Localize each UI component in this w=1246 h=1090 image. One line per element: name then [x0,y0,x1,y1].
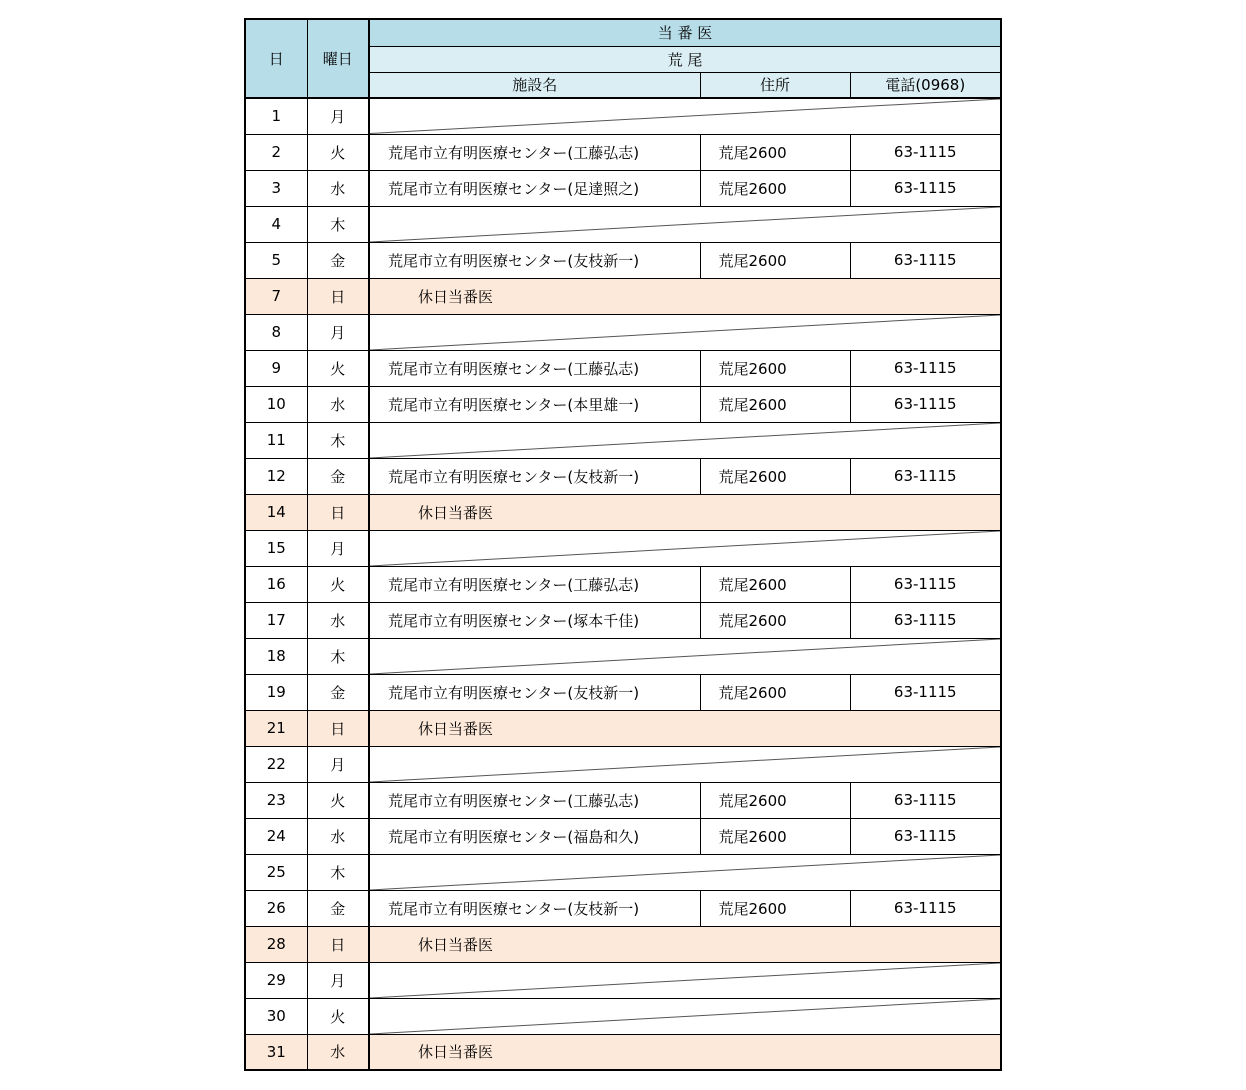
holiday-row [245,278,1001,314]
weekday-cell: 月 [307,530,369,566]
day-cell: 31 [245,1034,307,1070]
facility-cell: 荒尾市立有明医療センター(工藤弘志) [369,566,700,602]
day-cell: 9 [245,350,307,386]
phone-cell: 63-1115 [850,386,1001,422]
diagonal-line [370,531,1000,566]
address-cell: 荒尾2600 [700,134,850,170]
header-phone: 電話(0968) [850,72,1001,98]
day-cell: 21 [245,710,307,746]
header-area: 荒 尾 [369,46,1001,72]
address-cell: 荒尾2600 [700,566,850,602]
empty-slot-cell [369,98,1001,134]
day-cell: 4 [245,206,307,242]
table-row [245,602,1001,638]
facility-cell: 荒尾市立有明医療センター(工藤弘志) [369,782,700,818]
phone-cell: 63-1115 [850,134,1001,170]
empty-row [245,638,1001,674]
table-row [245,818,1001,854]
holiday-label: 休日当番医 [418,935,494,954]
empty-row [245,998,1001,1034]
facility-cell: 荒尾市立有明医療センター(福島和久) [369,818,700,854]
weekday-cell: 火 [307,350,369,386]
day-cell: 29 [245,962,307,998]
phone-cell: 63-1115 [850,818,1001,854]
weekday-cell: 日 [307,494,369,530]
diagonal-line [370,747,1000,782]
table-row [245,458,1001,494]
diagonal-line [370,639,1000,674]
weekday-cell: 日 [307,710,369,746]
empty-slot-cell [369,746,1001,782]
header-facility: 施設名 [369,72,700,98]
day-cell: 15 [245,530,307,566]
weekday-cell: 火 [307,998,369,1034]
table-row [245,890,1001,926]
holiday-row [245,494,1001,530]
phone-cell: 63-1115 [850,458,1001,494]
diagonal-line [370,855,1000,890]
weekday-cell: 木 [307,638,369,674]
empty-row [245,206,1001,242]
address-cell: 荒尾2600 [700,242,850,278]
day-cell: 25 [245,854,307,890]
empty-slot-cell [369,314,1001,350]
day-cell: 3 [245,170,307,206]
empty-row [245,746,1001,782]
weekday-cell: 水 [307,818,369,854]
day-cell: 23 [245,782,307,818]
phone-cell: 63-1115 [850,782,1001,818]
day-cell: 24 [245,818,307,854]
holiday-row [245,926,1001,962]
holiday-row [245,710,1001,746]
weekday-cell: 金 [307,458,369,494]
empty-slot-cell [369,638,1001,674]
empty-slot-cell [369,854,1001,890]
phone-cell: 63-1115 [850,566,1001,602]
empty-slot-cell [369,206,1001,242]
facility-cell: 荒尾市立有明医療センター(工藤弘志) [369,350,700,386]
holiday-cell [369,1034,1001,1070]
facility-cell: 荒尾市立有明医療センター(本里雄一) [369,386,700,422]
table-header [245,19,1001,98]
table-row [245,674,1001,710]
weekday-cell: 火 [307,566,369,602]
facility-cell: 荒尾市立有明医療センター(友枝新一) [369,242,700,278]
holiday-label: 休日当番医 [418,1043,494,1062]
table-row [245,782,1001,818]
day-cell: 11 [245,422,307,458]
empty-slot-cell [369,998,1001,1034]
weekday-cell: 水 [307,602,369,638]
weekday-cell: 日 [307,278,369,314]
empty-row [245,854,1001,890]
weekday-cell: 日 [307,926,369,962]
phone-cell: 63-1115 [850,242,1001,278]
address-cell: 荒尾2600 [700,350,850,386]
day-cell: 16 [245,566,307,602]
weekday-cell: 金 [307,242,369,278]
day-cell: 30 [245,998,307,1034]
weekday-cell: 水 [307,386,369,422]
facility-cell: 荒尾市立有明医療センター(友枝新一) [369,890,700,926]
day-cell: 5 [245,242,307,278]
diagonal-line [370,423,1000,458]
phone-cell: 63-1115 [850,350,1001,386]
empty-row [245,530,1001,566]
facility-cell: 荒尾市立有明医療センター(塚本千佳) [369,602,700,638]
day-cell: 19 [245,674,307,710]
schedule-table [244,18,1002,1071]
empty-row [245,314,1001,350]
weekday-cell: 火 [307,782,369,818]
weekday-cell: 水 [307,170,369,206]
table-row [245,242,1001,278]
table-body [245,98,1001,1070]
day-cell: 22 [245,746,307,782]
empty-slot-cell [369,962,1001,998]
weekday-cell: 木 [307,206,369,242]
empty-row [245,962,1001,998]
address-cell: 荒尾2600 [700,674,850,710]
table-row [245,566,1001,602]
holiday-cell [369,926,1001,962]
weekday-cell: 月 [307,962,369,998]
table-row [245,134,1001,170]
facility-cell: 荒尾市立有明医療センター(足達照之) [369,170,700,206]
address-cell: 荒尾2600 [700,386,850,422]
day-cell: 17 [245,602,307,638]
holiday-row [245,1034,1001,1070]
phone-cell: 63-1115 [850,170,1001,206]
address-cell: 荒尾2600 [700,458,850,494]
phone-cell: 63-1115 [850,674,1001,710]
address-cell: 荒尾2600 [700,602,850,638]
holiday-label: 休日当番医 [418,719,494,738]
weekday-cell: 火 [307,134,369,170]
day-cell: 12 [245,458,307,494]
empty-row [245,98,1001,134]
weekday-cell: 木 [307,422,369,458]
address-cell: 荒尾2600 [700,170,850,206]
diagonal-line [370,963,1000,998]
empty-slot-cell [369,422,1001,458]
diagonal-line [370,999,1000,1034]
phone-cell: 63-1115 [850,602,1001,638]
day-cell: 10 [245,386,307,422]
weekday-cell: 金 [307,890,369,926]
day-cell: 8 [245,314,307,350]
table-row [245,170,1001,206]
diagonal-line [370,315,1000,350]
empty-slot-cell [369,530,1001,566]
holiday-cell [369,494,1001,530]
holiday-cell [369,278,1001,314]
address-cell: 荒尾2600 [700,890,850,926]
facility-cell: 荒尾市立有明医療センター(友枝新一) [369,458,700,494]
weekday-cell: 金 [307,674,369,710]
holiday-label: 休日当番医 [418,287,494,306]
weekday-cell: 月 [307,98,369,134]
day-cell: 28 [245,926,307,962]
header-address: 住所 [700,72,850,98]
empty-row [245,422,1001,458]
diagonal-line [370,99,1000,134]
table-row [245,350,1001,386]
weekday-cell: 月 [307,314,369,350]
diagonal-line [370,207,1000,242]
day-cell: 18 [245,638,307,674]
holiday-cell [369,710,1001,746]
address-cell: 荒尾2600 [700,782,850,818]
weekday-cell: 水 [307,1034,369,1070]
day-cell: 14 [245,494,307,530]
day-cell: 26 [245,890,307,926]
facility-cell: 荒尾市立有明医療センター(工藤弘志) [369,134,700,170]
day-cell: 7 [245,278,307,314]
weekday-cell: 木 [307,854,369,890]
table-row [245,386,1001,422]
weekday-cell: 月 [307,746,369,782]
day-cell: 2 [245,134,307,170]
header-day: 日 [245,19,307,98]
phone-cell: 63-1115 [850,890,1001,926]
facility-cell: 荒尾市立有明医療センター(友枝新一) [369,674,700,710]
holiday-label: 休日当番医 [418,503,494,522]
day-cell: 1 [245,98,307,134]
header-weekday: 曜日 [307,19,369,98]
address-cell: 荒尾2600 [700,818,850,854]
header-duty-doctor: 当 番 医 [369,19,1001,46]
duty-doctor-schedule [244,18,1000,1071]
